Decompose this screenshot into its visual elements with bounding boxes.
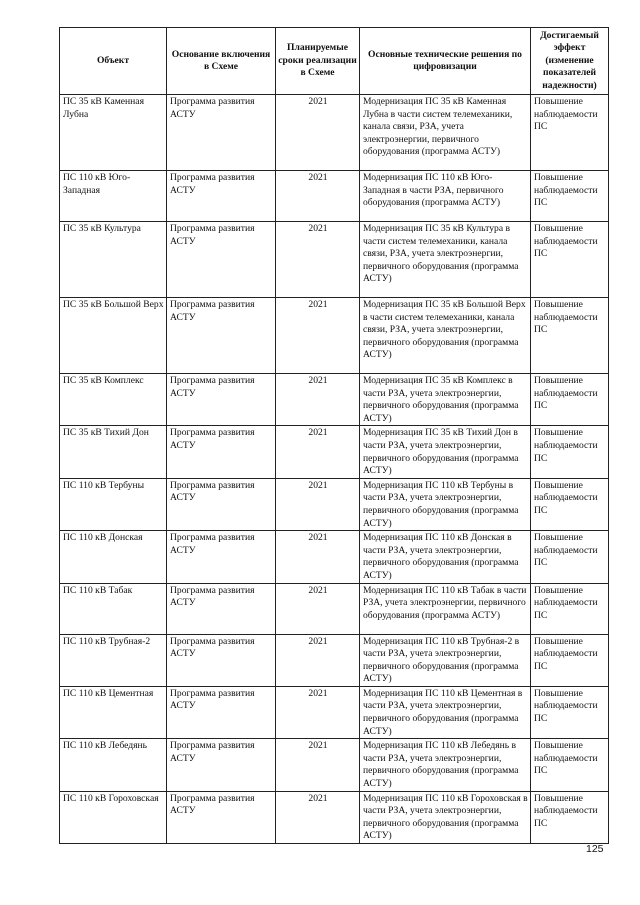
cell-year: 2021 xyxy=(276,739,360,791)
cell-object: ПС 35 кВ Каменная Лубна xyxy=(60,95,167,171)
cell-year: 2021 xyxy=(276,686,360,738)
cell-solution: Модернизация ПС 110 кВ Табак в части РЗА, учета электроэнергии, первичного оборудования (программа АСТУ) xyxy=(360,583,531,634)
cell-year: 2021 xyxy=(276,531,360,583)
cell-basis: Программа развития АСТУ xyxy=(167,95,276,171)
cell-object: ПС 110 кВ Тербуны xyxy=(60,478,167,530)
cell-effect: Повышение наблюдаемости ПС xyxy=(531,791,609,843)
cell-solution: Модернизация ПС 35 кВ Большой Верх в части систем телемеханики, канала связи, РЗА, учета электроэнергии, первичного оборудования (программа АСТУ) xyxy=(360,298,531,374)
cell-effect: Повышение наблюдаемости ПС xyxy=(531,374,609,426)
cell-year: 2021 xyxy=(276,374,360,426)
cell-solution: Модернизация ПС 110 кВ Гороховская в части РЗА, учета электроэнергии, первичного оборудования (программа АСТУ) xyxy=(360,791,531,843)
cell-object: ПС 35 кВ Комплекс xyxy=(60,374,167,426)
header-solutions: Основные технические решения по цифровизации xyxy=(360,28,531,95)
cell-basis: Программа развития АСТУ xyxy=(167,374,276,426)
cell-year: 2021 xyxy=(276,426,360,478)
cell-basis: Программа развития АСТУ xyxy=(167,171,276,222)
cell-solution: Модернизация ПС 35 кВ Каменная Лубна в части систем телемеханики, канала связи, РЗА, учета электроэнергии, первичного оборудования (программа АСТУ) xyxy=(360,95,531,171)
table-row xyxy=(60,222,609,298)
header-basis: Основание включения в Схеме xyxy=(167,28,276,95)
cell-basis: Программа развития АСТУ xyxy=(167,426,276,478)
cell-year: 2021 xyxy=(276,222,360,298)
table-row xyxy=(60,374,609,426)
cell-basis: Программа развития АСТУ xyxy=(167,478,276,530)
cell-year: 2021 xyxy=(276,791,360,843)
page-number: 125 xyxy=(586,843,604,855)
cell-effect: Повышение наблюдаемости ПС xyxy=(531,95,609,171)
cell-basis: Программа развития АСТУ xyxy=(167,222,276,298)
table-row xyxy=(60,478,609,530)
cell-effect: Повышение наблюдаемости ПС xyxy=(531,426,609,478)
table-row xyxy=(60,686,609,738)
cell-basis: Программа развития АСТУ xyxy=(167,739,276,791)
table-row xyxy=(60,583,609,634)
table-row xyxy=(60,739,609,791)
table-row xyxy=(60,791,609,843)
cell-solution: Модернизация ПС 110 кВ Тербуны в части РЗА, учета электроэнергии, первичного оборудования (программа АСТУ) xyxy=(360,478,531,530)
cell-year: 2021 xyxy=(276,298,360,374)
cell-year: 2021 xyxy=(276,634,360,686)
table-row xyxy=(60,531,609,583)
cell-object: ПС 35 кВ Тихий Дон xyxy=(60,426,167,478)
cell-object: ПС 110 кВ Юго-Западная xyxy=(60,171,167,222)
cell-effect: Повышение наблюдаемости ПС xyxy=(531,478,609,530)
cell-year: 2021 xyxy=(276,478,360,530)
table-row xyxy=(60,298,609,374)
cell-effect: Повышение наблюдаемости ПС xyxy=(531,634,609,686)
cell-solution: Модернизация ПС 110 кВ Трубная-2 в части РЗА, учета электроэнергии, первичного оборудования (программа АСТУ) xyxy=(360,634,531,686)
cell-object: ПС 110 кВ Табак xyxy=(60,583,167,634)
cell-basis: Программа развития АСТУ xyxy=(167,583,276,634)
table-row xyxy=(60,426,609,478)
table-row xyxy=(60,634,609,686)
cell-object: ПС 35 кВ Большой Верх xyxy=(60,298,167,374)
cell-solution: Модернизация ПС 110 кВ Донская в части РЗА, учета электроэнергии, первичного оборудования (программа АСТУ) xyxy=(360,531,531,583)
cell-solution: Модернизация ПС 110 кВ Юго-Западная в части РЗА, первичного оборудования (программа АСТУ) xyxy=(360,171,531,222)
cell-basis: Программа развития АСТУ xyxy=(167,634,276,686)
cell-effect: Повышение наблюдаемости ПС xyxy=(531,531,609,583)
cell-effect: Повышение наблюдаемости ПС xyxy=(531,222,609,298)
cell-object: ПС 35 кВ Культура xyxy=(60,222,167,298)
cell-object: ПС 110 кВ Донская xyxy=(60,531,167,583)
cell-effect: Повышение наблюдаемости ПС xyxy=(531,171,609,222)
cell-basis: Программа развития АСТУ xyxy=(167,791,276,843)
header-effect: Достигаемый эффект (изменение показателей надежности) xyxy=(531,28,609,95)
cell-solution: Модернизация ПС 110 кВ Цементная в части РЗА, учета электроэнергии, первичного оборудования (программа АСТУ) xyxy=(360,686,531,738)
cell-effect: Повышение наблюдаемости ПС xyxy=(531,739,609,791)
cell-basis: Программа развития АСТУ xyxy=(167,686,276,738)
cell-basis: Программа развития АСТУ xyxy=(167,298,276,374)
cell-year: 2021 xyxy=(276,171,360,222)
table-row xyxy=(60,95,609,171)
cell-object: ПС 110 кВ Лебедянь xyxy=(60,739,167,791)
cell-effect: Повышение наблюдаемости ПС xyxy=(531,298,609,374)
cell-object: ПС 110 кВ Трубная-2 xyxy=(60,634,167,686)
cell-solution: Модернизация ПС 110 кВ Лебедянь в части РЗА, учета электроэнергии, первичного оборудования (программа АСТУ) xyxy=(360,739,531,791)
cell-year: 2021 xyxy=(276,95,360,171)
cell-solution: Модернизация ПС 35 кВ Комплекс в части РЗА, учета электроэнергии, первичного оборудования (программа АСТУ) xyxy=(360,374,531,426)
cell-basis: Программа развития АСТУ xyxy=(167,531,276,583)
cell-effect: Повышение наблюдаемости ПС xyxy=(531,686,609,738)
header-object: Объект xyxy=(60,28,167,95)
cell-object: ПС 110 кВ Гороховская xyxy=(60,791,167,843)
cell-year: 2021 xyxy=(276,583,360,634)
cell-solution: Модернизация ПС 35 кВ Культура в части систем телемеханики, канала связи, РЗА, учета электроэнергии, первичного оборудования (программа АСТУ) xyxy=(360,222,531,298)
cell-solution: Модернизация ПС 35 кВ Тихий Дон в части РЗА, учета электроэнергии, первичного оборудования (программа АСТУ) xyxy=(360,426,531,478)
table-header-row xyxy=(60,28,609,95)
cell-object: ПС 110 кВ Цементная xyxy=(60,686,167,738)
cell-effect: Повышение наблюдаемости ПС xyxy=(531,583,609,634)
header-timeline: Планируемые сроки реализации в Схеме xyxy=(276,28,360,95)
digitalization-table xyxy=(59,27,609,844)
table-row xyxy=(60,171,609,222)
